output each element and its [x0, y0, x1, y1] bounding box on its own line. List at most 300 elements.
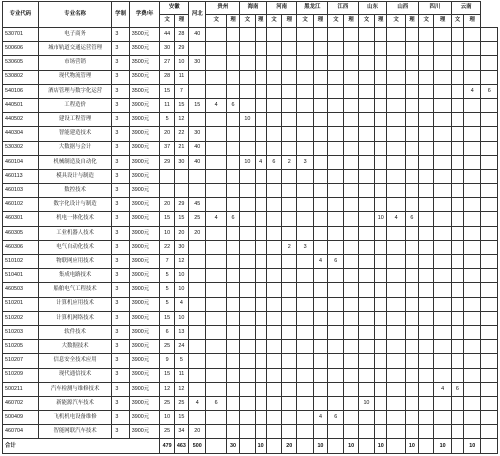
quota-cell [451, 325, 463, 339]
study-years: 3 [112, 56, 129, 70]
quota-cell [481, 28, 498, 42]
table-row [3, 354, 498, 368]
quota-cell [387, 311, 405, 325]
major-code: 510401 [3, 269, 39, 283]
quota-cell [255, 311, 266, 325]
quota-cell [255, 84, 266, 98]
quota-cell [419, 255, 434, 269]
quota-cell [240, 255, 255, 269]
quota-cell [344, 255, 358, 269]
quota-cell [297, 411, 313, 425]
quota-cell [358, 113, 374, 127]
quota-cell [358, 127, 374, 141]
table-row [3, 141, 498, 155]
quota-cell [387, 226, 405, 240]
quota-cell [266, 311, 281, 325]
major-name: 机械制造及自动化 [38, 155, 112, 169]
quota-cell: 27 [160, 56, 174, 70]
quota-cell [434, 226, 451, 240]
table-row [3, 169, 498, 183]
total-cell: 10 [344, 439, 358, 454]
quota-cell [255, 141, 266, 155]
quota-cell [255, 56, 266, 70]
quota-cell [451, 198, 463, 212]
quota-cell [240, 240, 255, 254]
quota-cell [226, 84, 239, 98]
quota-cell [405, 184, 418, 198]
quota-cell [206, 198, 226, 212]
quota-cell [481, 56, 498, 70]
quota-cell: 11 [174, 70, 188, 84]
quota-cell [405, 226, 418, 240]
total-cell: 10 [464, 439, 481, 454]
quota-cell [266, 368, 281, 382]
quota-cell [387, 113, 405, 127]
quota-cell [240, 70, 255, 84]
quota-cell [434, 269, 451, 283]
major-name: 信息安全技术应用 [38, 354, 112, 368]
quota-cell [405, 98, 418, 112]
quota-cell [464, 42, 481, 56]
quota-cell [328, 226, 344, 240]
quota-cell [375, 98, 387, 112]
quota-cell [240, 297, 255, 311]
quota-cell [328, 368, 344, 382]
header-wen: 文 [240, 15, 255, 28]
quota-cell [282, 70, 297, 84]
quota-cell [481, 340, 498, 354]
quota-cell [313, 56, 327, 70]
header-li: 理 [282, 15, 297, 28]
quota-cell [451, 169, 463, 183]
quota-cell: 15 [189, 98, 206, 112]
total-cell: 463 [174, 439, 188, 454]
quota-cell [387, 396, 405, 410]
study-years: 3 [112, 340, 129, 354]
quota-cell [434, 113, 451, 127]
quota-cell [419, 169, 434, 183]
study-years: 3 [112, 184, 129, 198]
quota-cell [344, 155, 358, 169]
major-code: 460702 [3, 396, 39, 410]
quota-cell [240, 56, 255, 70]
quota-cell: 12 [174, 255, 188, 269]
quota-cell [189, 283, 206, 297]
quota-cell [405, 368, 418, 382]
quota-cell: 4 [206, 98, 226, 112]
quota-cell [297, 368, 313, 382]
quota-cell [240, 396, 255, 410]
quota-cell [297, 354, 313, 368]
study-years: 3 [112, 311, 129, 325]
quota-cell [226, 141, 239, 155]
quota-cell [255, 212, 266, 226]
tuition-fee: 3500元 [129, 28, 160, 42]
header-province: 海南 [240, 2, 267, 15]
quota-cell [206, 56, 226, 70]
quota-cell [405, 169, 418, 183]
quota-cell [189, 255, 206, 269]
quota-cell [313, 212, 327, 226]
quota-cell [434, 198, 451, 212]
quota-cell [405, 113, 418, 127]
quota-cell: 10 [174, 283, 188, 297]
header-li: 理 [344, 15, 358, 28]
quota-cell [451, 70, 463, 84]
quota-cell [189, 411, 206, 425]
quota-cell [419, 382, 434, 396]
quota-cell [464, 198, 481, 212]
quota-cell [358, 84, 374, 98]
quota-cell [387, 127, 405, 141]
quota-cell [297, 212, 313, 226]
quota-cell: 4 [387, 212, 405, 226]
tuition-fee: 3900元 [129, 198, 160, 212]
quota-cell [206, 283, 226, 297]
table-row [3, 84, 498, 98]
quota-cell [375, 255, 387, 269]
quota-cell [328, 155, 344, 169]
quota-cell [451, 269, 463, 283]
major-code: 540106 [3, 84, 39, 98]
quota-cell [358, 297, 374, 311]
total-cell: 479 [160, 439, 174, 454]
tuition-fee: 3900元 [129, 368, 160, 382]
quota-cell [419, 340, 434, 354]
header-li: 理 [405, 15, 418, 28]
quota-cell [464, 141, 481, 155]
quota-cell [405, 155, 418, 169]
major-name: 工业机器人技术 [38, 226, 112, 240]
major-name: 新能源汽车技术 [38, 396, 112, 410]
quota-cell [240, 212, 255, 226]
quota-cell [358, 198, 374, 212]
tuition-fee: 3900元 [129, 226, 160, 240]
quota-cell: 20 [189, 226, 206, 240]
quota-cell [464, 368, 481, 382]
quota-cell [240, 169, 255, 183]
table-row [3, 113, 498, 127]
quota-cell [344, 425, 358, 439]
tuition-fee: 3900元 [129, 354, 160, 368]
quota-cell: 15 [174, 411, 188, 425]
total-cell [387, 439, 405, 454]
table-row [3, 198, 498, 212]
header-province: 贵州 [206, 2, 240, 15]
quota-cell [313, 141, 327, 155]
quota-cell [481, 212, 498, 226]
quota-cell: 20 [160, 127, 174, 141]
quota-cell [344, 283, 358, 297]
quota-cell [375, 42, 387, 56]
major-code: 510203 [3, 325, 39, 339]
quota-cell [240, 311, 255, 325]
quota-cell [451, 28, 463, 42]
quota-cell [451, 184, 463, 198]
quota-cell [240, 226, 255, 240]
quota-cell [189, 42, 206, 56]
quota-cell [344, 169, 358, 183]
quota-cell [226, 42, 239, 56]
quota-cell [434, 255, 451, 269]
quota-cell [226, 255, 239, 269]
quota-cell [226, 155, 239, 169]
quota-cell [206, 425, 226, 439]
quota-cell [419, 325, 434, 339]
quota-cell: 29 [174, 198, 188, 212]
header-province: 江西 [328, 2, 359, 15]
quota-cell [226, 70, 239, 84]
table-row [3, 311, 498, 325]
quota-cell [375, 127, 387, 141]
quota-cell [266, 354, 281, 368]
quota-cell: 22 [160, 240, 174, 254]
quota-cell: 10 [240, 155, 255, 169]
quota-cell [189, 340, 206, 354]
quota-cell [434, 311, 451, 325]
quota-cell [189, 113, 206, 127]
quota-cell [255, 297, 266, 311]
quota-cell [328, 340, 344, 354]
quota-cell [328, 42, 344, 56]
quota-cell [375, 340, 387, 354]
quota-cell: 30 [160, 42, 174, 56]
quota-cell [405, 354, 418, 368]
quota-cell [344, 411, 358, 425]
quota-cell [451, 141, 463, 155]
quota-cell [206, 325, 226, 339]
quota-cell [451, 283, 463, 297]
study-years: 3 [112, 411, 129, 425]
tuition-fee: 3900元 [129, 255, 160, 269]
quota-cell [313, 70, 327, 84]
quota-cell [240, 283, 255, 297]
header-province: 云南 [451, 2, 481, 15]
table-row [3, 56, 498, 70]
quota-cell [313, 28, 327, 42]
major-code: 530302 [3, 141, 39, 155]
quota-cell [206, 84, 226, 98]
quota-cell [358, 311, 374, 325]
major-code: 460306 [3, 240, 39, 254]
quota-cell [328, 184, 344, 198]
quota-cell [266, 42, 281, 56]
quota-cell [451, 98, 463, 112]
quota-cell [282, 28, 297, 42]
total-label: 合计 [3, 439, 160, 454]
quota-cell [266, 396, 281, 410]
quota-cell: 4 [255, 155, 266, 169]
quota-cell [344, 113, 358, 127]
quota-cell: 15 [160, 368, 174, 382]
quota-cell: 30 [189, 127, 206, 141]
quota-cell [375, 382, 387, 396]
header-years: 学制 [112, 2, 129, 28]
quota-cell [464, 70, 481, 84]
header-province: 山西 [387, 2, 419, 15]
tuition-fee: 3500元 [129, 84, 160, 98]
quota-cell: 5 [160, 269, 174, 283]
quota-cell [206, 411, 226, 425]
quota-cell [297, 127, 313, 141]
quota-cell [481, 411, 498, 425]
major-code: 500211 [3, 382, 39, 396]
header-li: 理 [226, 15, 239, 28]
quota-cell [434, 28, 451, 42]
table-body [3, 28, 498, 454]
quota-cell [344, 28, 358, 42]
header-province: 河南 [266, 2, 297, 15]
quota-cell [226, 311, 239, 325]
major-name: 建设工程管理 [38, 113, 112, 127]
quota-cell [375, 155, 387, 169]
tuition-fee: 3900元 [129, 212, 160, 226]
quota-cell [282, 354, 297, 368]
major-name: 大数据与会计 [38, 141, 112, 155]
quota-cell: 12 [160, 382, 174, 396]
quota-cell [464, 184, 481, 198]
major-name: 大数据技术 [38, 340, 112, 354]
quota-cell [189, 184, 206, 198]
major-name: 现代物流管理 [38, 70, 112, 84]
quota-cell [434, 425, 451, 439]
quota-cell [206, 240, 226, 254]
table-row [3, 396, 498, 410]
quota-cell [464, 325, 481, 339]
quota-cell [451, 354, 463, 368]
quota-cell [344, 198, 358, 212]
quota-cell: 20 [160, 198, 174, 212]
quota-cell: 15 [160, 311, 174, 325]
header-province: 四川 [419, 2, 452, 15]
major-name: 智能网联汽车技术 [38, 425, 112, 439]
quota-cell [297, 283, 313, 297]
total-cell [240, 439, 255, 454]
total-cell [419, 439, 434, 454]
quota-cell [344, 212, 358, 226]
major-name: 市场营销 [38, 56, 112, 70]
major-name: 机电一体化技术 [38, 212, 112, 226]
quota-cell [226, 56, 239, 70]
quota-cell [387, 382, 405, 396]
quota-cell [358, 42, 374, 56]
quota-cell [405, 84, 418, 98]
tuition-fee: 3900元 [129, 325, 160, 339]
quota-cell [240, 411, 255, 425]
quota-cell [387, 198, 405, 212]
quota-cell [255, 269, 266, 283]
total-cell: 10 [313, 439, 327, 454]
quota-cell: 22 [174, 127, 188, 141]
tuition-fee: 3900元 [129, 240, 160, 254]
quota-cell [255, 411, 266, 425]
quota-cell: 28 [160, 70, 174, 84]
quota-cell [226, 368, 239, 382]
total-row [3, 439, 498, 454]
quota-cell [375, 325, 387, 339]
quota-cell [226, 113, 239, 127]
quota-cell [419, 98, 434, 112]
quota-cell [328, 198, 344, 212]
quota-cell [313, 42, 327, 56]
quota-cell [328, 98, 344, 112]
quota-cell [419, 297, 434, 311]
major-code: 440502 [3, 113, 39, 127]
quota-cell [255, 255, 266, 269]
quota-cell [387, 354, 405, 368]
quota-cell [206, 255, 226, 269]
quota-cell: 10 [160, 226, 174, 240]
quota-cell [255, 28, 266, 42]
table-row [3, 411, 498, 425]
quota-cell [358, 169, 374, 183]
quota-cell [481, 311, 498, 325]
quota-cell [240, 98, 255, 112]
quota-cell [451, 42, 463, 56]
quota-cell [405, 70, 418, 84]
quota-cell [419, 396, 434, 410]
quota-cell [451, 113, 463, 127]
quota-cell [481, 70, 498, 84]
quota-cell [419, 198, 434, 212]
quota-cell [387, 283, 405, 297]
tuition-fee: 3900元 [129, 396, 160, 410]
quota-cell [189, 269, 206, 283]
quota-cell [387, 42, 405, 56]
quota-cell [405, 425, 418, 439]
header-wen: 文 [160, 15, 174, 28]
major-name: 工程造价 [38, 98, 112, 112]
header-fee: 学费/年 [129, 2, 160, 28]
major-code: 460102 [3, 198, 39, 212]
quota-cell [313, 198, 327, 212]
quota-cell [451, 340, 463, 354]
quota-cell [451, 368, 463, 382]
major-name: 船舶电气工程技术 [38, 283, 112, 297]
quota-cell [481, 255, 498, 269]
quota-cell [266, 141, 281, 155]
quota-cell [375, 226, 387, 240]
quota-cell [328, 396, 344, 410]
quota-cell [358, 240, 374, 254]
quota-cell: 5 [160, 297, 174, 311]
quota-cell [206, 354, 226, 368]
quota-cell [266, 382, 281, 396]
quota-cell: 4 [313, 411, 327, 425]
quota-cell [266, 113, 281, 127]
quota-cell [375, 297, 387, 311]
quota-cell: 25 [160, 340, 174, 354]
quota-cell: 10 [160, 411, 174, 425]
quota-cell [419, 425, 434, 439]
study-years: 3 [112, 70, 129, 84]
quota-cell [464, 396, 481, 410]
quota-cell [297, 84, 313, 98]
quota-cell [405, 240, 418, 254]
major-code: 510201 [3, 297, 39, 311]
quota-cell [344, 269, 358, 283]
quota-cell [387, 155, 405, 169]
quota-cell [266, 184, 281, 198]
quota-cell: 25 [160, 425, 174, 439]
quota-cell [419, 84, 434, 98]
quota-cell: 6 [266, 155, 281, 169]
quota-cell [266, 98, 281, 112]
quota-cell [226, 396, 239, 410]
quota-cell [434, 396, 451, 410]
total-cell: 10 [434, 439, 451, 454]
quota-cell: 6 [328, 411, 344, 425]
